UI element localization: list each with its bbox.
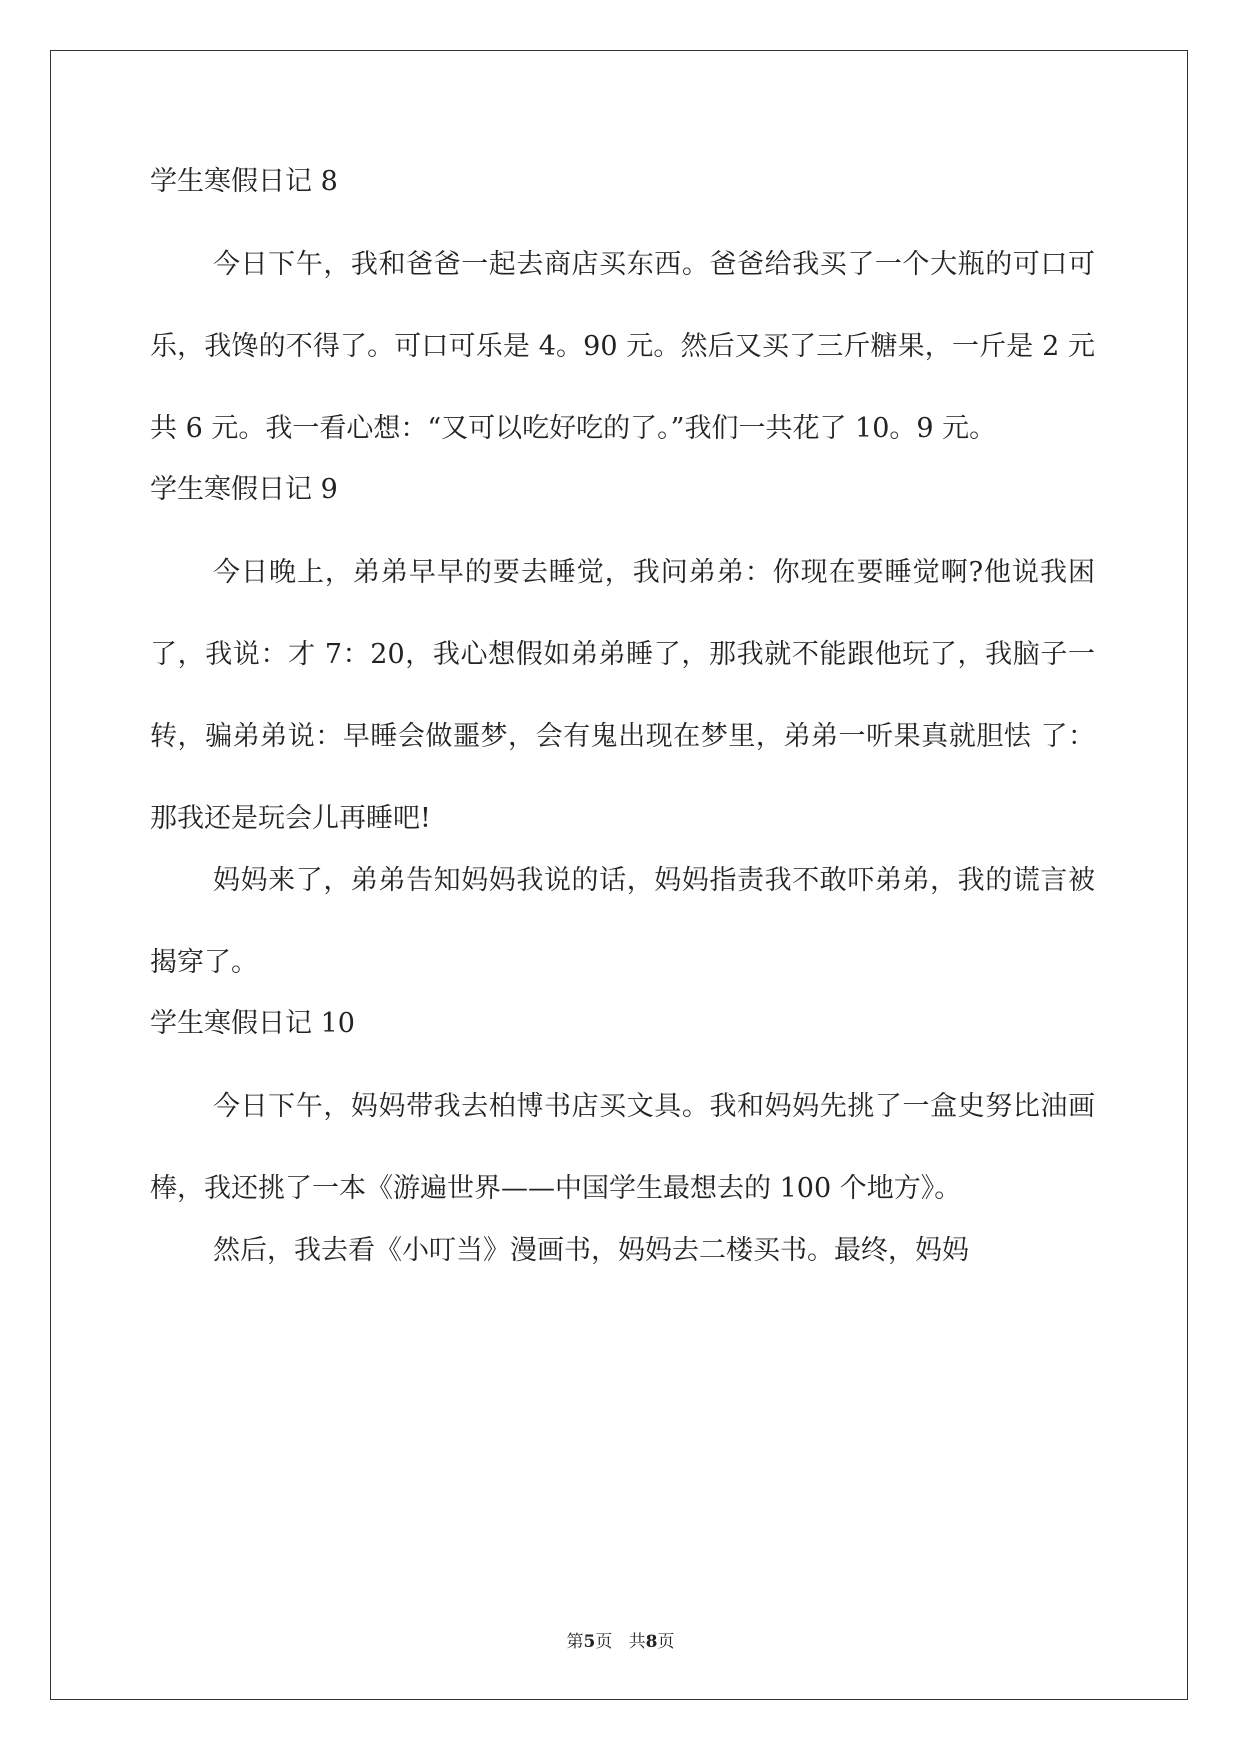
entry-heading: 学生寒假日记 8 [150, 166, 338, 197]
footer-prefix: 第 [566, 1632, 584, 1652]
total-page-number: 8 [645, 1632, 658, 1652]
footer-suffix: 页 [657, 1632, 675, 1652]
entry-heading: 学生寒假日记 9 [150, 474, 338, 505]
document-body [150, 162, 1095, 1292]
paragraph: 今日下午，我和爸爸一起去商店买东西。爸爸给我买了一个大瓶的可口可乐，我馋的不得了。可口可乐是 4。90 元。然后又买了三斤糖果，一斤是 2 元共 6 元。我一看心想：“又可以吃好吃的了。”我们一共花了 10。9 元。 [150, 249, 1095, 444]
paragraph: 今日下午，妈妈带我去柏博书店买文具。我和妈妈先挑了一盒史努比油画棒，我还挑了一本《游遍世界——中国学生最想去的 100 个地方》。 [150, 1091, 1095, 1204]
diary-entry-10 [150, 1004, 1095, 1292]
diary-entry-8 [150, 162, 1095, 470]
paragraph: 今日晚上，弟弟早早的要去睡觉，我问弟弟：你现在要睡觉啊?他说我困了，我说：才 7：20，我心想假如弟弟睡了，那我就不能跟他玩了，我脑子一转，骗弟弟说：早睡会做噩梦，会有鬼出现在梦里，弟弟一听果真就胆怯 了：那我还是玩会儿再睡吧! [150, 557, 1095, 834]
current-page-number: 5 [583, 1632, 596, 1652]
paragraph: 妈妈来了，弟弟告知妈妈我说的话，妈妈指责我不敢吓弟弟，我的谎言被揭穿了。 [150, 865, 1095, 978]
paragraph: 然后，我去看《小叮当》漫画书，妈妈去二楼买书。最终，妈妈 [213, 1235, 969, 1266]
diary-entry-9 [150, 470, 1095, 1004]
page-footer [0, 1630, 1241, 1654]
entry-heading: 学生寒假日记 10 [150, 1008, 355, 1039]
footer-middle: 页 共 [595, 1632, 646, 1652]
